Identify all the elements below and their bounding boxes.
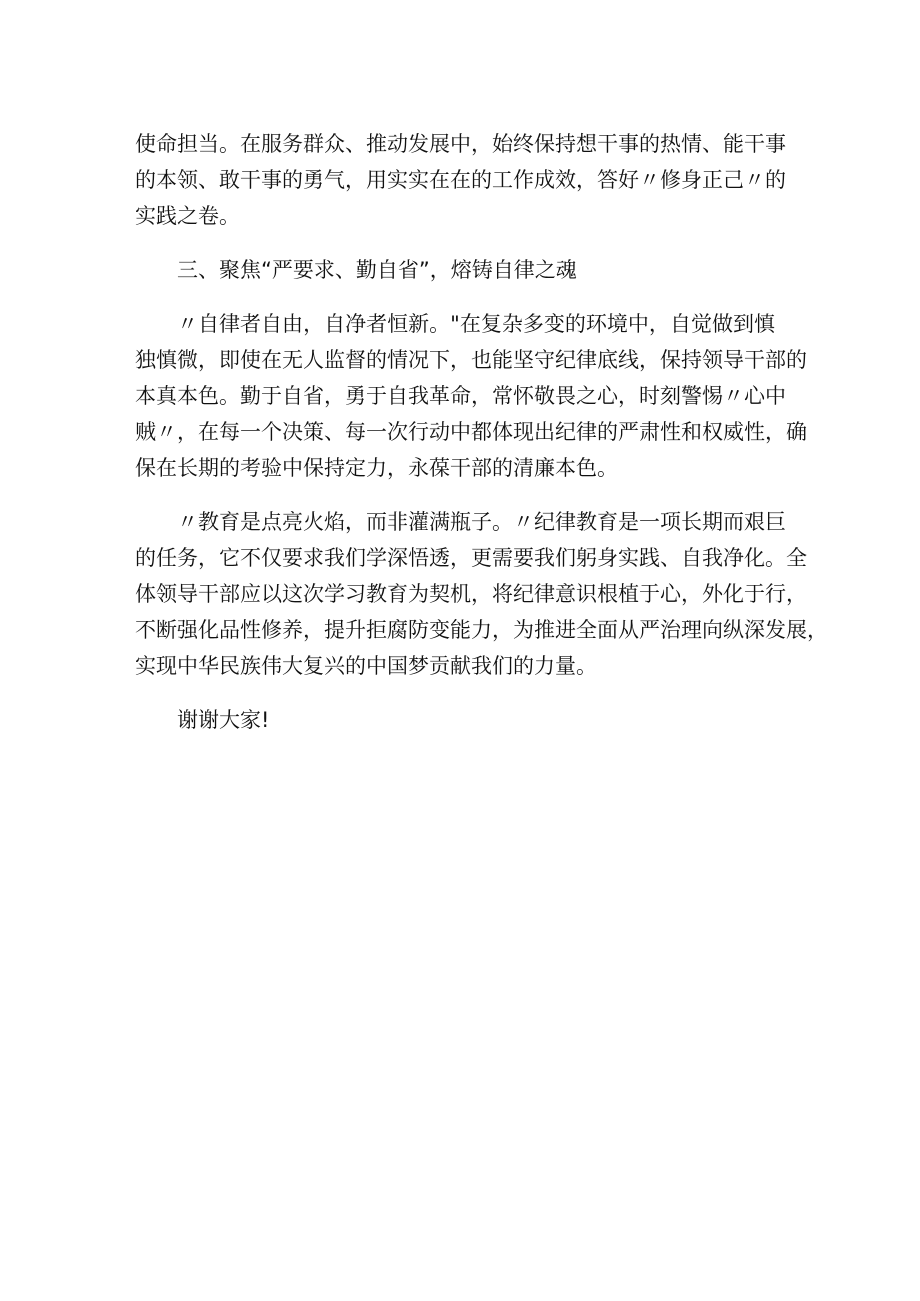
heading-line: 三、聚焦“严要求、勤自省”，熔铸自律之魂 [177,258,577,282]
paragraph-line: 体领导干部应以这次学习教育为契机，将纪律意识根植于心，外化于行， [135,582,807,606]
paragraph-self-discipline [135,306,807,486]
paragraph-line: 实践之卷。 [135,204,240,228]
paragraph-line: 的任务，它不仅要求我们学深悟透，更需要我们躬身实践、自我净化。全 [135,546,807,570]
paragraph-line: 贼〃，在每一个决策、每一次行动中都体现出纪律的严肃性和权威性，确 [135,420,807,444]
paragraph-line: 本真本色。勤于自省，勇于自我革命，常怀敬畏之心，时刻警惕〃心中 [135,384,786,408]
closing-line: 谢谢大家! [177,708,270,732]
paragraph-mission [135,126,786,234]
document-body [135,126,828,738]
closing-remark [135,702,775,738]
paragraph-line: 独慎微，即使在无人监督的情况下，也能坚守纪律底线，保持领导干部的 [135,348,807,372]
paragraph-line: 保在长期的考验中保持定力，永葆干部的清廉本色。 [135,456,618,480]
paragraph-line: 的本领、敢干事的勇气，用实实在在的工作成效，答好〃修身正己〃的 [135,168,786,192]
paragraph-education [135,504,828,684]
paragraph-line: 不断强化品性修养，提升拒腐防变能力，为推进全面从严治理向纵深发展， [135,618,828,642]
paragraph-line: 〃自律者自由，自净者恒新。"在复杂多变的环境中，自觉做到慎 [177,312,775,336]
section-heading-3 [135,252,775,288]
paragraph-line: 〃教育是点亮火焰，而非灌满瓶子。〃纪律教育是一项长期而艰巨 [177,510,786,534]
paragraph-line: 使命担当。在服务群众、推动发展中，始终保持想干事的热情、能干事 [135,132,786,156]
paragraph-line: 实现中华民族伟大复兴的中国梦贡献我们的力量。 [135,654,597,678]
